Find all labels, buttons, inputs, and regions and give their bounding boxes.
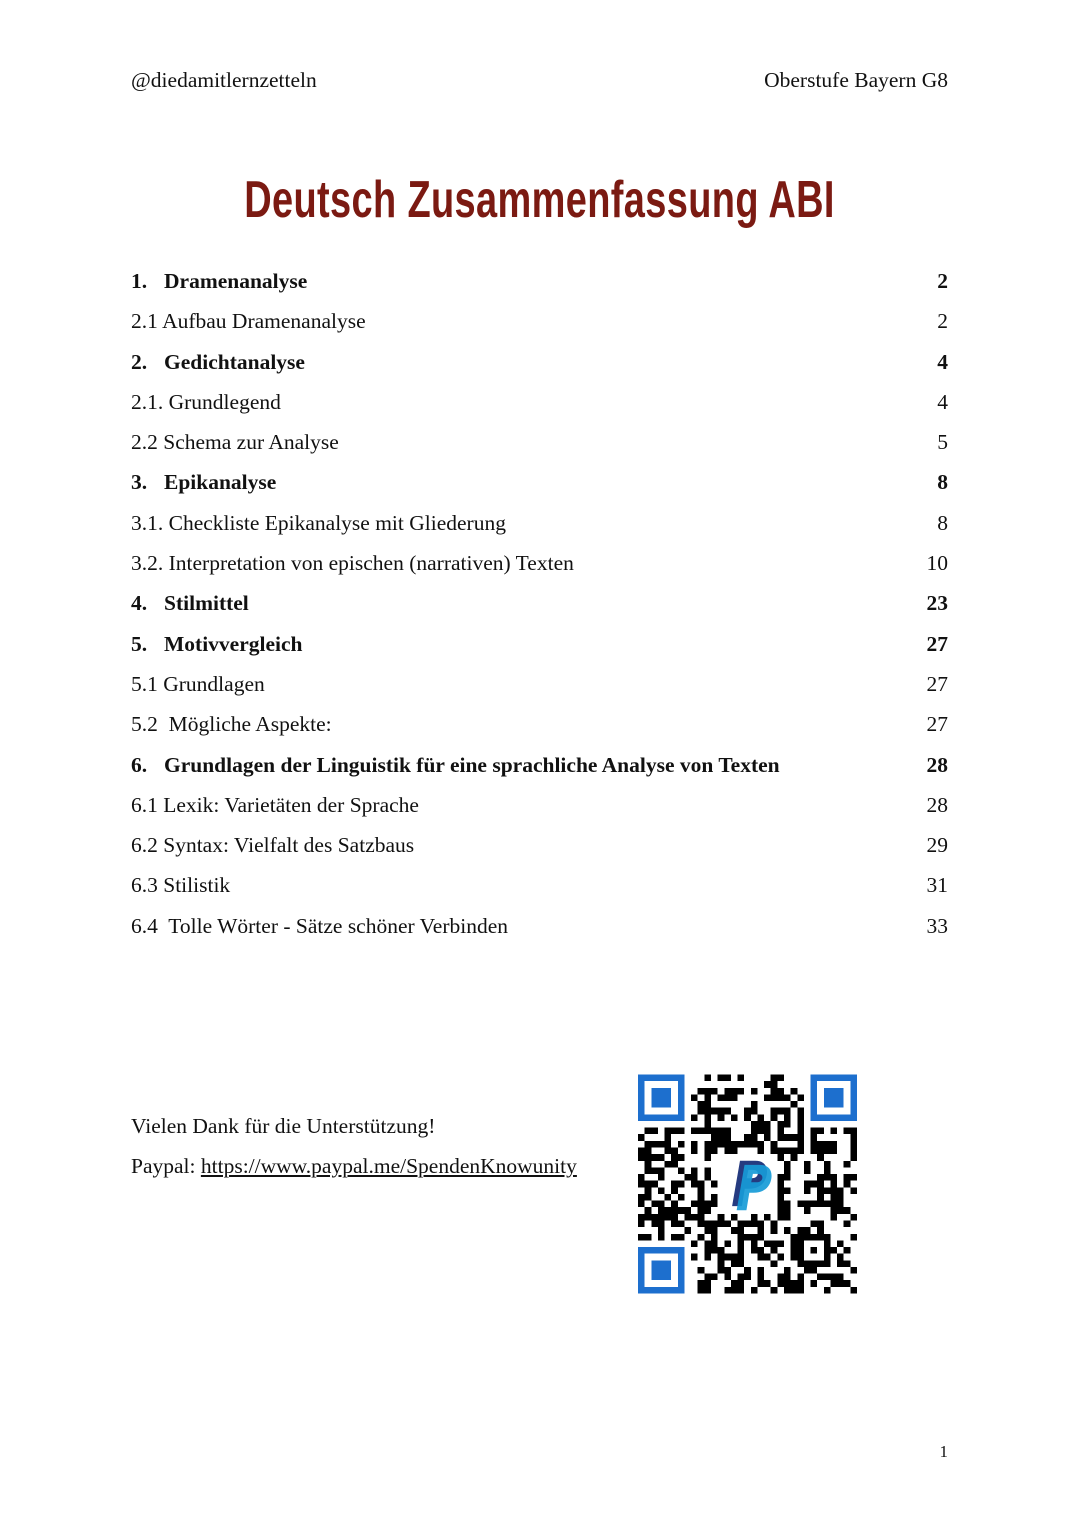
- paypal-label: Paypal:: [131, 1154, 196, 1178]
- document-title-text: Deutsch Zusammenfassung ABI: [244, 171, 836, 229]
- toc-subentry-title: 6.1 Lexik: Varietäten der Sprache: [131, 792, 419, 817]
- toc-subentry-page: 8: [937, 510, 948, 535]
- toc-subentry: [131, 664, 948, 704]
- toc-entry-number: 1.: [131, 269, 148, 293]
- toc-entry-page: 27: [926, 631, 948, 656]
- toc-subentry: [131, 382, 948, 422]
- document-title: [0, 168, 1080, 232]
- toc-subentry-title: 2.1 Aufbau Dramenanalyse: [131, 309, 366, 334]
- toc-entry-title: Epikanalyse: [164, 470, 277, 495]
- toc-subentry-title: 6.2 Syntax: Vielfalt des Satzbaus: [131, 833, 415, 858]
- toc-entry-title: Gedichtanalyse: [164, 349, 305, 374]
- table-of-contents: [131, 261, 948, 946]
- course-label: Oberstufe Bayern G8: [764, 68, 948, 92]
- toc-subentry: [131, 865, 948, 905]
- toc-subentry: [131, 785, 948, 825]
- toc-subentry-title: 6.3 Stilistik: [131, 873, 231, 898]
- toc-entry-page: 8: [937, 470, 948, 495]
- toc-subentry-title: 5.1 Grundlagen: [131, 671, 265, 696]
- paypal-link[interactable]: https://www.paypal.me/SpendenKnowunity: [200, 1154, 577, 1178]
- toc-subentry: [131, 301, 948, 341]
- toc-entry-number: 6.: [131, 752, 148, 777]
- toc-subentry: [131, 543, 948, 583]
- toc-entry-number: 4.: [131, 591, 148, 616]
- toc-entry: [131, 462, 948, 502]
- toc-entry-page: 4: [937, 349, 948, 374]
- toc-subentry-title: 3.2. Interpretation von epischen (narrativen) Texten: [131, 551, 574, 576]
- toc-entry-page: 28: [926, 752, 948, 777]
- toc-subentry: [131, 906, 948, 946]
- toc-subentry: [131, 503, 948, 543]
- toc-subentry-title: 6.4 Tolle Wörter - Sätze schöner Verbinden: [131, 913, 509, 938]
- toc-subentry: [131, 422, 948, 462]
- toc-entry-title: Dramenanalyse: [164, 269, 308, 293]
- toc-entry-title: Stilmittel: [164, 591, 249, 616]
- toc-subentry: [131, 825, 948, 865]
- thanks-note: Vielen Dank für die Unterstützung!: [131, 1114, 436, 1138]
- toc-entry-number: 2.: [131, 349, 148, 374]
- toc-entry-title: Motivvergleich: [164, 631, 303, 656]
- toc-subentry-title: 5.2 Mögliche Aspekte:: [131, 712, 332, 737]
- toc-subentry-page: 2: [937, 309, 948, 334]
- toc-subentry-title: 2.1. Grundlegend: [131, 389, 281, 414]
- toc-subentry: [131, 704, 948, 744]
- toc-subentry-page: 33: [926, 913, 948, 938]
- toc-subentry-page: 31: [926, 873, 948, 898]
- toc-entry: [131, 624, 948, 664]
- toc-subentry-title: 3.1. Checkliste Epikanalyse mit Gliederung: [131, 510, 506, 535]
- toc-subentry-page: 10: [926, 551, 948, 576]
- toc-subentry-page: 5: [937, 430, 948, 455]
- toc-entry-number: 5.: [131, 631, 148, 656]
- page-number: 1: [939, 1442, 948, 1461]
- toc-entry-page: 23: [926, 591, 948, 616]
- toc-subentry-page: 4: [937, 389, 948, 414]
- toc-subentry-page: 27: [926, 671, 948, 696]
- toc-entry-page: 2: [937, 269, 948, 293]
- paypal-line: [131, 1151, 577, 1181]
- toc-entry: [131, 342, 948, 382]
- toc-subentry-page: 29: [926, 833, 948, 858]
- qr-code: [638, 1074, 857, 1294]
- toc-entry-number: 3.: [131, 470, 148, 495]
- toc-entry: [131, 261, 948, 301]
- page-header: [131, 65, 948, 95]
- toc-subentry-page: 28: [926, 792, 948, 817]
- toc-subentry-title: 2.2 Schema zur Analyse: [131, 430, 339, 455]
- toc-entry: [131, 583, 948, 623]
- toc-entry: [131, 745, 948, 785]
- toc-entry-title: Grundlagen der Linguistik für eine sprachliche Analyse von Texten: [164, 752, 780, 777]
- author-handle: @diedamitlernzetteln: [131, 68, 317, 92]
- toc-subentry-page: 27: [926, 712, 948, 737]
